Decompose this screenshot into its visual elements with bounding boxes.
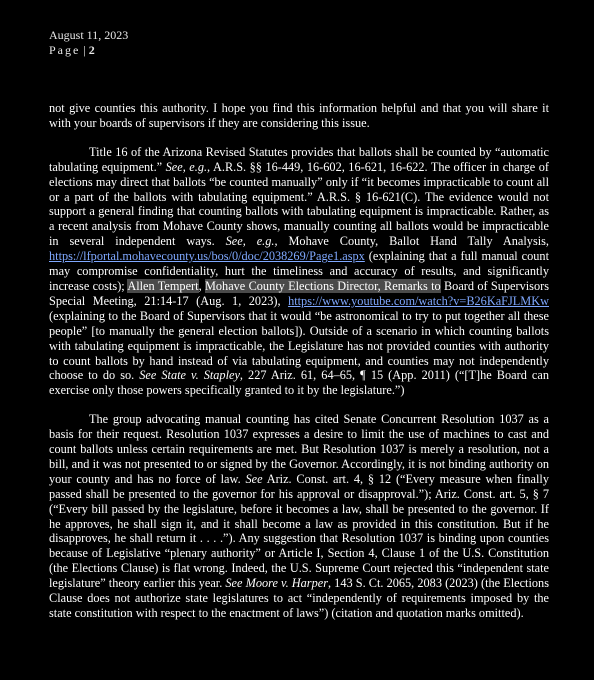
youtube-link[interactable]: https://www.youtube.com/watch?v=B26KaFJLMKw (288, 293, 549, 308)
mohave-analysis-link[interactable]: https://lfportal.mohavecounty.us/bos/0/doc/2038269/Page1.aspx (49, 249, 365, 264)
case-citation: See State v. Stapley (139, 368, 240, 383)
page-number-line (49, 43, 549, 58)
letter-date: August 11, 2023 (49, 28, 129, 42)
page-number: 2 (88, 43, 95, 57)
paragraph-2 (49, 145, 549, 398)
highlight-title: Mohave County Elections Director, Remarks to (204, 278, 441, 293)
text: Board of Supervisors Special Meeting, 21:14-17 (Aug. 1, 2023), (49, 278, 549, 308)
text: Mohave County, Ballot Hand Tally Analysis, (288, 234, 550, 249)
text: , (198, 278, 202, 293)
page-separator: | (83, 43, 89, 57)
text: The group advocating manual counting has cited Senate Concurrent Resolution 1037 as a basis for their request. Resolution 1037 expresses a desire to limit the use of machines to cast and count ballots unless certain requirements are met. But Resolution 1037 is merely a resolution, not a bill, and it was not presented to or signed by the Governor. Accordingly, it is not binding authority on your county and has no force of law. (49, 412, 549, 486)
citation-signal: See, e.g., (225, 234, 278, 249)
text: Ariz. Const. art. 4, § 12 (“Every measure when finally passed shall be presented to the governor for his approval or disapproval.”); Ariz. Const. art. 5, § 7 (“Every bill passed by the legislature, before it becomes a law, shall be presented to the governor. If he approves, he shall sign it, and it shall become a law as provided in this constitution. But if he disapproves, he shall return it . . . .”). Any suggestion that Resolution 1037 is binding upon counties because of Legislative “plenary authority” or Article I, Section 4, Clause 1 of the U.S. Constitution (the Elections Clause) is flat wrong. Indeed, the U.S. Supreme Court rejected this “independent state legislature” theory earlier this year. (49, 471, 549, 591)
highlight-name: Allen Tempert (127, 278, 199, 293)
paragraph-3 (49, 412, 549, 621)
text: (explaining that a full manual count may compromise confidentiality, hurt the timeliness and accuracy of results, and significantly increase costs); (49, 249, 549, 293)
text: Title 16 of the Arizona Revised Statutes provides that ballots shall be counted by “automatic tabulating equipment.” (49, 144, 549, 174)
text: , 143 S. Ct. 2065, 2083 (2023) (the Elections Clause does not authorize state legislatures to act “independently of requirements imposed by the state constitution with respect to the enactment of laws”) (citation and quotation marks omitted). (49, 576, 549, 620)
paragraph-1: not give counties this authority. I hope you find this information helpful and that you will share it with your boards of supervisors if they are considering this issue. (49, 101, 549, 130)
citation-signal: See, e.g., (165, 159, 211, 174)
document-body (49, 101, 549, 621)
text: A.R.S. §§ 16-449, 16-602, 16-621, 16-622. The officer in charge of elections may direct that ballots “be counted manually” only if “it becomes impracticable to count all or a part of the ballots with tabulating equipment.” A.R.S. § 16-621(C). The evidence would not support a general finding that counting ballots with tabulating equipment is impracticable. Rather, as a recent analysis from Mohave County shows, manually counting all ballots would be impracticable in several independent ways. (49, 159, 549, 249)
text: (explaining to the Board of Supervisors that it would “be astronomical to try to put together all these people” [to manually the general election ballots]). Outside of a scenario in which counting ballots with tabulating equipment is impracticable, the Legislature has not provided counties with authority to count ballots by hand instead of via tabulating equipment, and counties may not independently choose to do so. (49, 308, 549, 383)
text: , 227 Ariz. 61, 64–65, ¶ 15 (App. 2011) (“[T]he Board can exercise only those powers specifically granted to it by the legislature.”) (49, 368, 549, 398)
page-header (49, 28, 549, 58)
case-citation: See Moore v. Harper (225, 576, 328, 591)
page-prefix: Page (49, 43, 81, 57)
citation-signal: See (245, 471, 263, 486)
